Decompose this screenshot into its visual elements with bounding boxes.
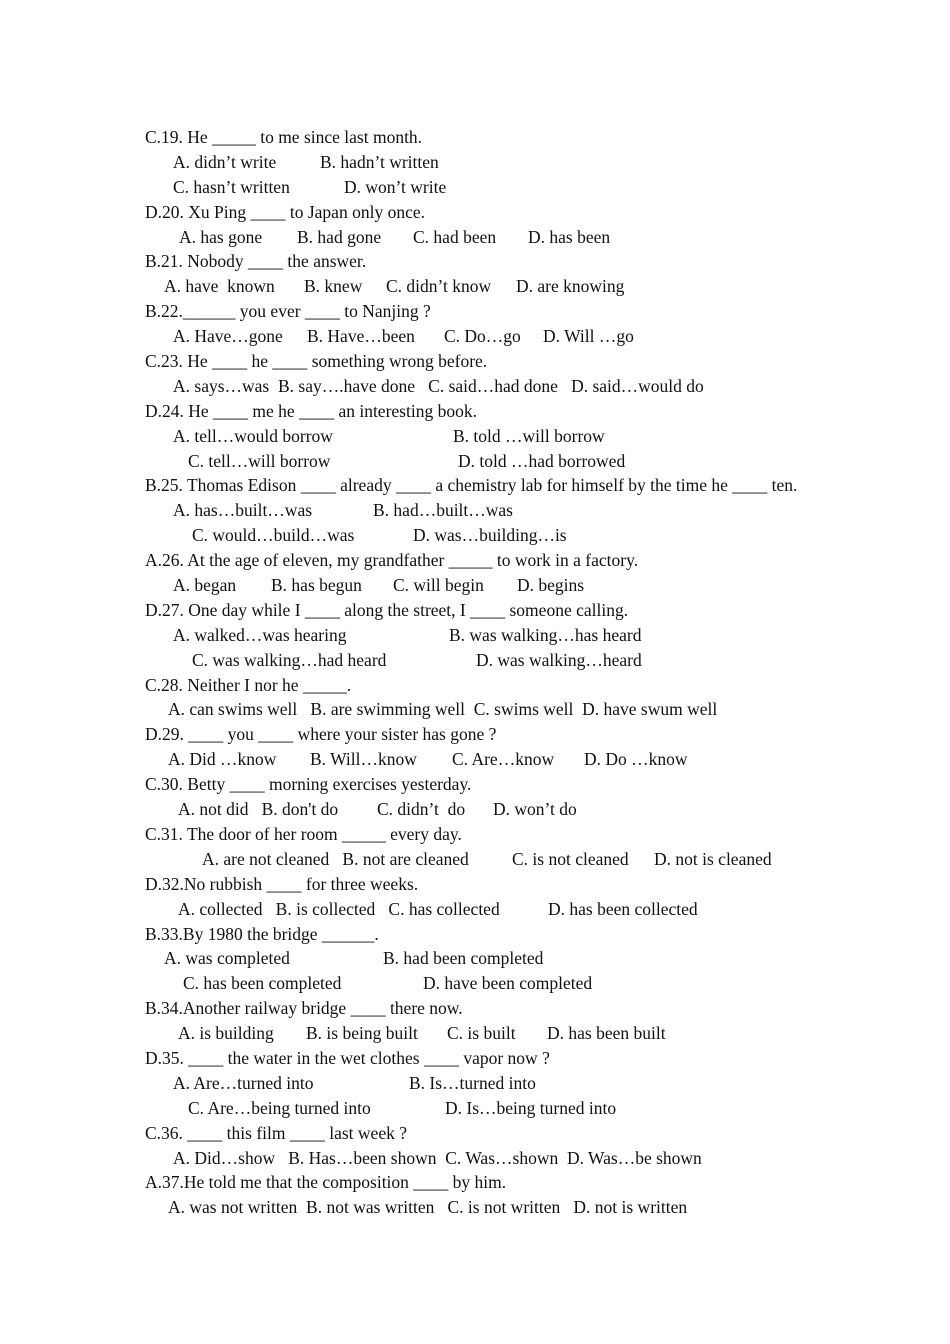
line-segment: B. told …will borrow	[453, 425, 605, 446]
line-segment: C. Are…being turned into	[188, 1097, 371, 1118]
line-segment: D. are knowing	[516, 276, 625, 297]
line-segment: C. is not cleaned	[512, 848, 629, 869]
line-segment: A. walked…was hearing	[173, 624, 347, 645]
text-line	[0, 175, 950, 200]
line-segment: A. didn’t write	[173, 151, 277, 172]
text-line	[0, 1046, 950, 1071]
line-segment: A. Did…show B. Has…been shown C. Was…shown D. Was…be shown	[173, 1147, 702, 1168]
line-segment: A. Are…turned into	[173, 1072, 314, 1093]
text-line	[0, 996, 950, 1021]
text-line	[0, 1121, 950, 1146]
line-segment: B. knew	[304, 276, 363, 297]
line-segment: B. has begun	[271, 575, 362, 596]
line-segment: A. began	[173, 575, 237, 596]
line-segment: D. begins	[517, 575, 585, 596]
line-segment: B. had been completed	[383, 948, 544, 969]
text-line	[0, 971, 950, 996]
line-segment: A. is building	[178, 1023, 274, 1044]
text-line	[0, 424, 950, 449]
line-segment: D. was walking…heard	[476, 649, 642, 670]
line-segment: A. was not written B. not was written C. is not written D. not is written	[168, 1197, 688, 1218]
line-segment: C. has been completed	[183, 973, 342, 994]
text-line	[0, 150, 950, 175]
text-line	[0, 449, 950, 474]
line-segment: A. has…built…was	[173, 500, 313, 521]
text-line	[0, 946, 950, 971]
text-line	[0, 125, 950, 150]
line-segment: C. was walking…had heard	[192, 649, 387, 670]
line-segment: C. hasn’t written	[173, 176, 290, 197]
text-line	[0, 797, 950, 822]
line-segment: B. is being built	[306, 1023, 418, 1044]
question-text: B.22.______ you ever ____ to Nanjing ?	[145, 301, 431, 322]
line-segment: D. not is cleaned	[654, 848, 772, 869]
text-line	[0, 847, 950, 872]
question-text: C.19. He _____ to me since last month.	[145, 127, 423, 147]
text-line	[0, 872, 950, 897]
text-line	[0, 374, 950, 399]
text-line	[0, 697, 950, 722]
text-line	[0, 1170, 950, 1195]
line-segment: B. had gone	[297, 226, 382, 247]
line-segment: B. Will…know	[310, 749, 417, 770]
text-line	[0, 822, 950, 847]
line-segment: C. would…build…was	[192, 525, 355, 546]
line-segment: D. Will …go	[543, 326, 634, 347]
line-segment: C. will begin	[393, 575, 484, 596]
document-body	[0, 125, 950, 1220]
text-line	[0, 772, 950, 797]
question-text: A.37.He told me that the composition ____ by him.	[145, 1172, 507, 1193]
text-line	[0, 274, 950, 299]
line-segment: A. have known	[164, 276, 275, 297]
question-text: C.36. ____ this film ____ last week ?	[145, 1122, 407, 1143]
text-line	[0, 200, 950, 225]
line-segment: A. Did …know	[168, 749, 277, 770]
line-segment: B. was walking…has heard	[449, 624, 642, 645]
line-segment: A. Have…gone	[173, 326, 283, 347]
line-segment: C. Are…know	[452, 749, 555, 770]
question-text: D.27. One day while I ____ along the street, I ____ someone calling.	[145, 599, 629, 620]
text-line	[0, 1096, 950, 1121]
text-line	[0, 897, 950, 922]
line-segment: A. has gone	[179, 226, 263, 247]
line-segment: A. says…was B. say….have done C. said…had done D. said…would do	[173, 375, 704, 396]
text-line	[0, 399, 950, 424]
text-line	[0, 648, 950, 673]
question-text: C.30. Betty ____ morning exercises yesterday.	[145, 774, 472, 795]
line-segment: D. have been completed	[423, 973, 593, 994]
line-segment: B. Is…turned into	[409, 1072, 536, 1093]
text-line	[0, 623, 950, 648]
question-text: A.26. At the age of eleven, my grandfather _____ to work in a factory.	[145, 550, 639, 571]
line-segment: A. was completed	[164, 948, 290, 969]
line-segment: D. has been	[528, 226, 611, 247]
line-segment: D. Do …know	[584, 749, 688, 770]
text-line	[0, 299, 950, 324]
text-line	[0, 249, 950, 274]
text-line	[0, 1021, 950, 1046]
text-line	[0, 225, 950, 250]
question-text: B.33.By 1980 the bridge ______.	[145, 923, 379, 944]
text-line	[0, 573, 950, 598]
text-line	[0, 523, 950, 548]
line-segment: A. collected B. is collected C. has collected	[178, 898, 500, 919]
text-line	[0, 548, 950, 573]
question-text: D.20. Xu Ping ____ to Japan only once.	[145, 201, 425, 222]
text-line	[0, 324, 950, 349]
question-text: C.31. The door of her room _____ every day.	[145, 823, 462, 844]
line-segment: C. tell…will borrow	[188, 450, 331, 471]
text-line	[0, 498, 950, 523]
question-text: B.34.Another railway bridge ____ there now.	[145, 998, 463, 1019]
text-line	[0, 473, 950, 498]
question-text: C.23. He ____ he ____ something wrong before.	[145, 351, 488, 372]
line-segment: A. tell…would borrow	[173, 425, 333, 446]
line-segment: A. can swims well B. are swimming well C. swims well D. have swum well	[168, 699, 718, 720]
line-segment: B. Have…been	[307, 326, 415, 347]
question-text: D.29. ____ you ____ where your sister has gone ?	[145, 724, 497, 745]
text-line	[0, 1146, 950, 1171]
line-segment: D. Is…being turned into	[445, 1097, 617, 1118]
line-segment: D. has been collected	[548, 898, 698, 919]
text-line	[0, 922, 950, 947]
line-segment: D. won’t do	[493, 799, 577, 820]
line-segment: C. didn’t know	[386, 276, 492, 297]
question-text: D.32.No rubbish ____ for three weeks.	[145, 873, 419, 894]
question-text: D.35. ____ the water in the wet clothes ____ vapor now ?	[145, 1047, 550, 1068]
text-line	[0, 598, 950, 623]
question-text: C.28. Neither I nor he _____.	[145, 674, 352, 695]
line-segment: C. Do…go	[444, 326, 521, 347]
text-line	[0, 1195, 950, 1220]
question-text: D.24. He ____ me he ____ an interesting book.	[145, 400, 477, 421]
text-line	[0, 349, 950, 374]
line-segment: C. had been	[413, 226, 497, 247]
question-text: B.21. Nobody ____ the answer.	[145, 251, 367, 272]
question-text: B.25. Thomas Edison ____ already ____ a chemistry lab for himself by the time he ____ ten.	[145, 475, 798, 496]
line-segment: D. was…building…is	[413, 525, 567, 546]
text-line	[0, 1071, 950, 1096]
line-segment: D. won’t write	[344, 176, 447, 197]
line-segment: D. has been built	[547, 1023, 666, 1044]
line-segment: B. had…built…was	[373, 500, 513, 521]
line-segment: A. not did B. don't do	[178, 799, 339, 820]
line-segment: C. didn’t do	[377, 799, 466, 820]
text-line	[0, 747, 950, 772]
line-segment: C. is built	[447, 1023, 516, 1044]
line-segment: D. told …had borrowed	[458, 450, 626, 471]
line-segment: A. are not cleaned B. not are cleaned	[202, 848, 469, 869]
line-segment: B. hadn’t written	[320, 151, 439, 172]
text-line	[0, 722, 950, 747]
text-line	[0, 673, 950, 698]
